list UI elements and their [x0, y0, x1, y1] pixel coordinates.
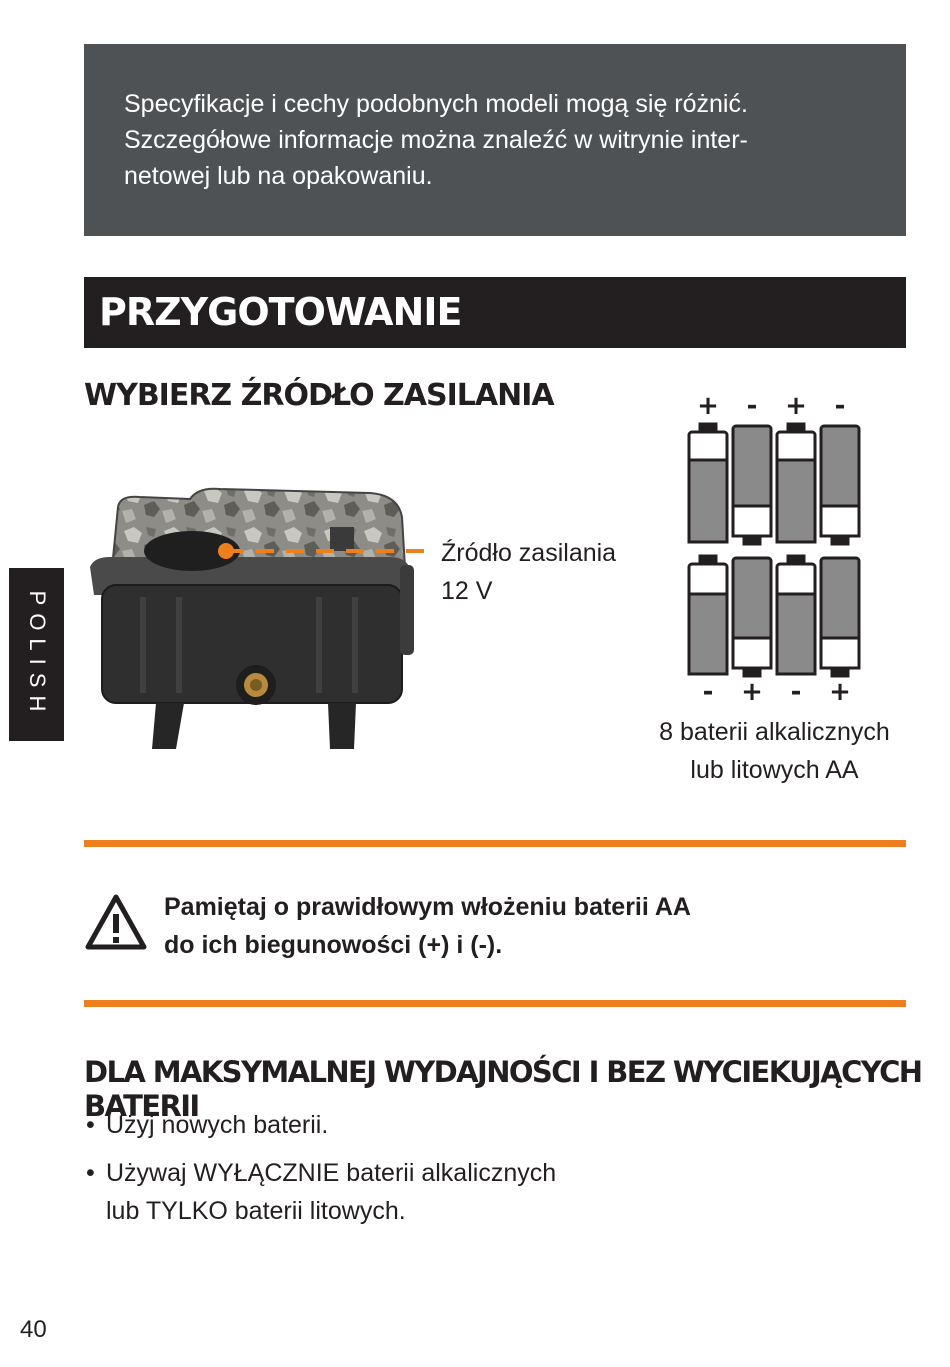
spec-note-line-3: netowej lub na opakowaniu.: [124, 162, 433, 190]
battery-bottom-4: [821, 558, 859, 676]
list-item: [84, 1154, 556, 1230]
bottom-polarity-3: -: [790, 677, 802, 702]
warning-text: [164, 888, 691, 964]
spec-note-line-1: Specyfikacje i cechy podobnych modeli mogą się różnić.: [124, 90, 748, 118]
battery-tips-heading: DLA MAKSYMALNEJ WYDAJNOŚCI I BEZ WYCIEKUJĄCYCH BATERII: [84, 1055, 922, 1123]
list-item: [84, 1106, 556, 1144]
warning-top-divider: [84, 840, 906, 847]
tip-1: • Użyj nowych baterii.: [106, 1111, 329, 1139]
external-power-label: [441, 534, 616, 610]
external-power-label-line-2: 12 V: [441, 577, 493, 605]
spec-note-box: [84, 44, 906, 236]
top-polarity-2: -: [746, 392, 758, 421]
battery-tips-list: [84, 1106, 556, 1240]
battery-bottom-3: [777, 556, 815, 674]
top-polarity-4: -: [834, 392, 846, 421]
bottom-polarity-4: +: [829, 677, 851, 702]
battery-top-2: [733, 426, 771, 544]
battery-caption-line-2: lub litowych AA: [690, 756, 859, 784]
warning-line-2: do ich biegunowości (+) i (-).: [164, 931, 503, 959]
warning-bottom-divider: [84, 1000, 906, 1007]
tip-2-line-2: lub TYLKO baterii litowych.: [106, 1197, 406, 1225]
battery-top-1: [689, 424, 727, 542]
power-jack-pointer: [226, 544, 431, 558]
bottom-polarity-1: -: [702, 677, 714, 702]
language-tab-label: POLISH: [24, 590, 50, 719]
language-tab: [9, 568, 64, 741]
top-polarity-3: +: [785, 392, 807, 421]
battery-diagram: [684, 392, 864, 702]
battery-bottom-1: [689, 556, 727, 674]
tip-2-line-1: • Używaj WYŁĄCZNIE baterii alkalicznych: [106, 1159, 557, 1187]
camera-illustration: [80, 485, 420, 750]
page-number: 40: [20, 1316, 47, 1343]
battery-top-3: [777, 424, 815, 542]
battery-top-4: [821, 426, 859, 544]
warning-icon: [84, 892, 148, 952]
section-title: PRZYGOTOWANIE: [84, 277, 906, 348]
bottom-polarity-2: +: [741, 677, 763, 702]
battery-bottom-2: [733, 558, 771, 676]
battery-caption-line-1: 8 baterii alkalicznych: [659, 718, 890, 746]
power-source-heading: WYBIERZ ŹRÓDŁO ZASILANIA: [84, 378, 554, 413]
top-polarity-1: +: [697, 392, 719, 421]
battery-caption: [632, 713, 917, 789]
spec-note-line-2: Szczegółowe informacje można znaleźć w witrynie inter-: [124, 126, 748, 154]
external-power-label-line-1: Źródło zasilania: [441, 539, 617, 567]
warning-line-1: Pamiętaj o prawidłowym włożeniu baterii AA: [164, 893, 691, 921]
